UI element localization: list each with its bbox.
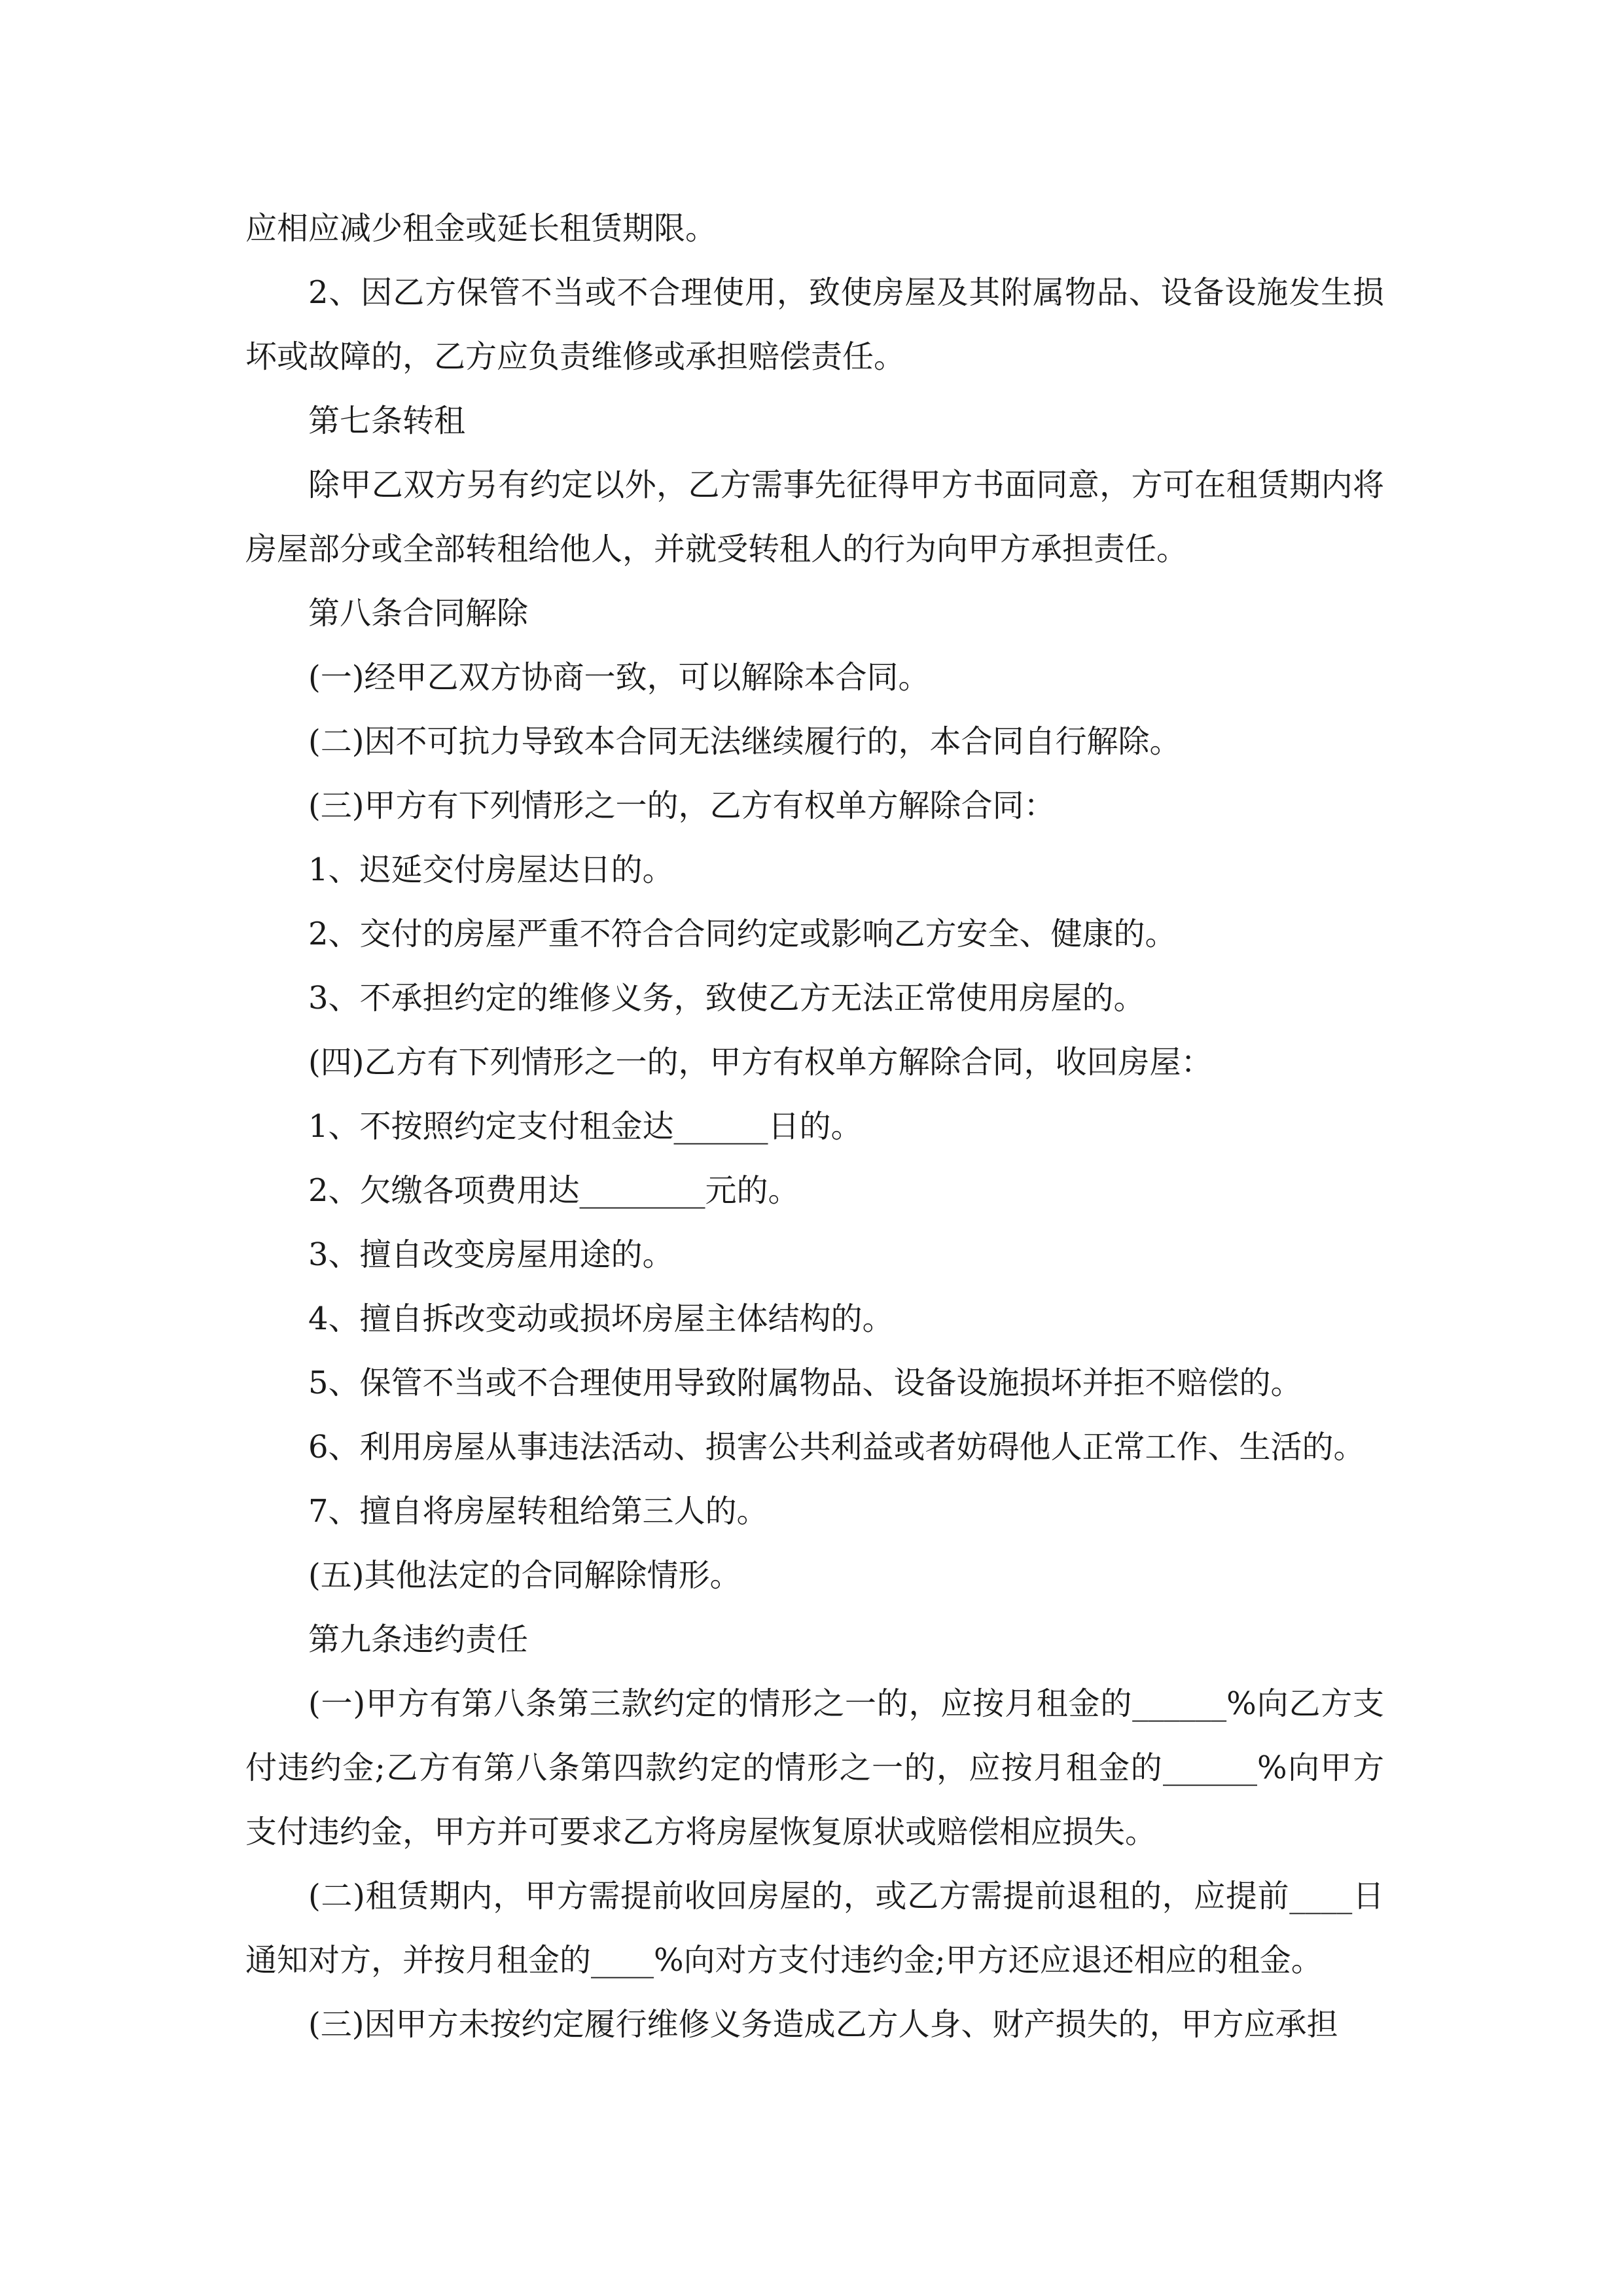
paragraph-article-8-1: (一)经甲乙双方协商一致，可以解除本合同。 — [308, 659, 930, 696]
list-item-8-3-3: 3、不承担约定的维修义务，致使乙方无法正常使用房屋的。 — [308, 980, 1145, 1016]
list-item-8-4-2: 2、欠缴各项费用达________元的。 — [308, 1172, 800, 1209]
list-item-8-4-1: 1、不按照约定支付租金达______日的。 — [308, 1108, 863, 1145]
contract-text — [245, 196, 1384, 2056]
heading-article-8: 第八条合同解除 — [308, 595, 529, 632]
heading-article-9: 第九条违约责任 — [308, 1621, 529, 1658]
list-item-8-4-7: 7、擅自将房屋转租给第三人的。 — [308, 1493, 768, 1530]
paragraph-clause-6-2: 2、因乙方保管不当或不合理使用，致使房屋及其附属物品、设备设施发生损坏或故障的，乙方应负责维修或承担赔偿责任。 — [245, 274, 1384, 375]
list-item-8-3-1: 1、迟延交付房屋达日的。 — [308, 852, 674, 888]
list-item-8-3-2: 2、交付的房屋严重不符合合同约定或影响乙方安全、健康的。 — [308, 916, 1177, 952]
paragraph-article-9-3: (三)因甲方未按约定履行维修义务造成乙方人身、财产损失的，甲方应承担 — [308, 2006, 1338, 2043]
paragraph-article-8-4: (四)乙方有下列情形之一的，甲方有权单方解除合同，收回房屋： — [308, 1044, 1213, 1081]
paragraph-article-8-5: (五)其他法定的合同解除情形。 — [308, 1557, 741, 1594]
paragraph-continuation: 应相应减少租金或延长租赁期限。 — [245, 210, 717, 247]
paragraph-article-7: 除甲乙双方另有约定以外，乙方需事先征得甲方书面同意，方可在租赁期内将房屋部分或全部转租给他人，并就受转租人的行为向甲方承担责任。 — [245, 467, 1384, 567]
paragraph-article-8-2: (二)因不可抗力导致本合同无法继续履行的，本合同自行解除。 — [308, 723, 1181, 760]
paragraph-article-9-1: (一)甲方有第八条第三款约定的情形之一的，应按月租金的______%向乙方支付违约金;乙方有第八条第四款约定的情形之一的，应按月租金的______%向甲方支付违约金，甲方并可要求乙方将房屋恢复原状或赔偿相应损失。 — [245, 1685, 1384, 1850]
list-item-8-4-4: 4、擅自拆改变动或损坏房屋主体结构的。 — [308, 1300, 894, 1337]
heading-article-7: 第七条转租 — [308, 403, 466, 439]
paragraph-article-9-2: (二)租赁期内，甲方需提前收回房屋的，或乙方需提前退租的，应提前____日通知对方，并按月租金的____%向对方支付违约金;甲方还应退还相应的租金。 — [245, 1878, 1384, 1979]
list-item-8-4-6: 6、利用房屋从事违法活动、损害公共利益或者妨碍他人正常工作、生活的。 — [308, 1429, 1365, 1465]
list-item-8-4-5: 5、保管不当或不合理使用导致附属物品、设备设施损坏并拒不赔偿的。 — [308, 1365, 1302, 1401]
paragraph-article-8-3: (三)甲方有下列情形之一的，乙方有权单方解除合同： — [308, 787, 1056, 824]
list-item-8-4-3: 3、擅自改变房屋用途的。 — [308, 1236, 674, 1273]
